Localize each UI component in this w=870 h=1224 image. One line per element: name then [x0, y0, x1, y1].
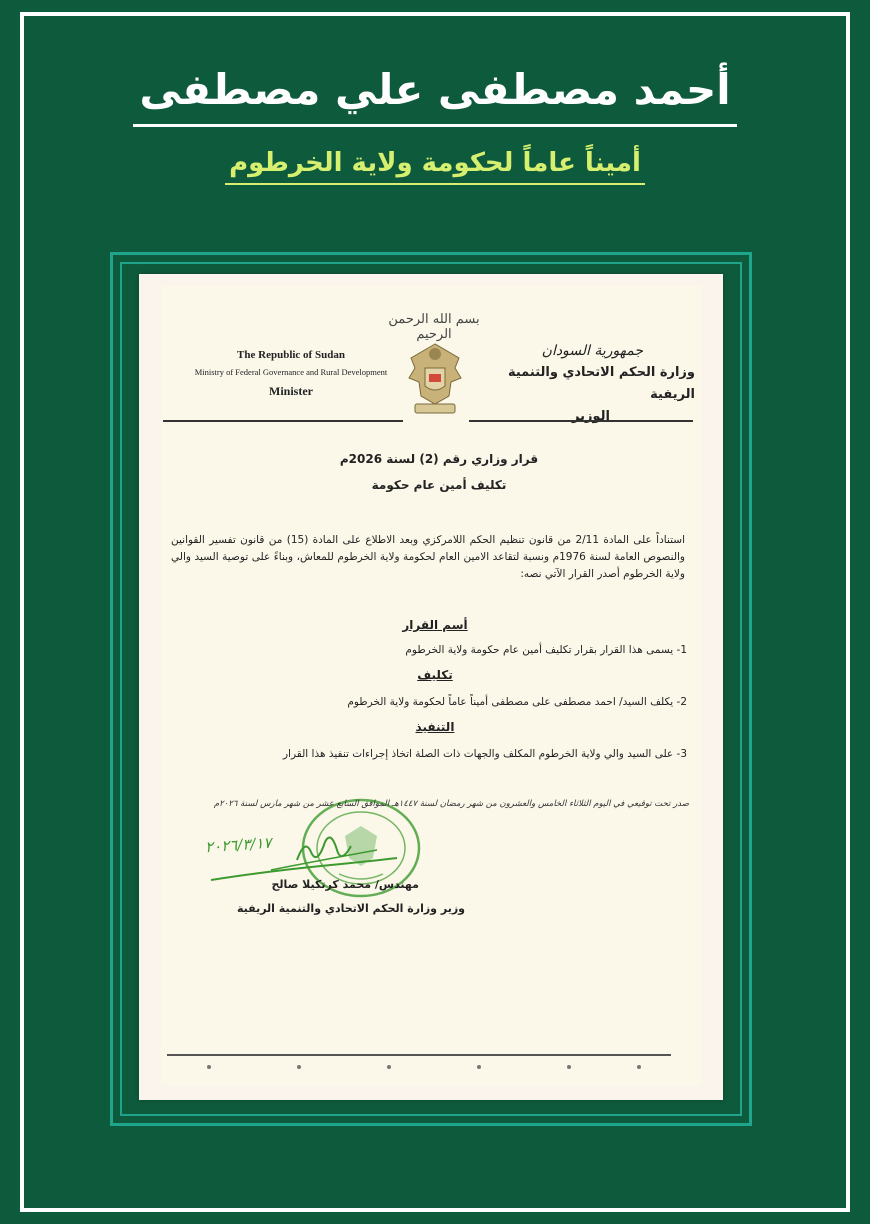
ar-country: جمهورية السودان [541, 343, 643, 359]
clause-1: 1- يسمى هذا القرار بقرار تكليف أمين عام حكومة ولاية الخرطوم [405, 644, 687, 656]
arabic-letterhead [473, 340, 695, 428]
signer-name: مهندس/ محمد كرتكيلا صالح [271, 878, 419, 891]
ar-office: الوزير [572, 409, 610, 424]
en-office: Minister [269, 384, 313, 398]
letterhead-rule-right [469, 420, 693, 422]
footer-marks [169, 1062, 669, 1072]
clause-3: 3- على السيد والي ولاية الخرطوم المكلف والجهات ذات الصلة اتخاذ إجراءات تنفيذ هذا القرار [282, 748, 687, 760]
section-heading-name: أسم القرار [402, 618, 468, 632]
en-country: The Republic of Sudan [237, 349, 345, 361]
headline [0, 64, 870, 127]
ar-ministry: وزارة الحكم الاتحادي والتنمية الريفية [507, 365, 695, 402]
sudan-emblem-icon [401, 338, 469, 418]
decree-document [139, 274, 723, 1100]
appointee-name: أحمد مصطفى علي مصطفى [133, 64, 736, 127]
decision-title: قرار وزاري رقم (2) لسنة 2026م [339, 452, 539, 466]
footer-rule [167, 1054, 671, 1056]
section-heading-execution: التنفيذ [415, 720, 455, 734]
letterhead-rule-left [163, 420, 403, 422]
section-heading-assignment: تكليف [417, 668, 453, 682]
handwritten-date: ٢٠٢٦/٣/١٧ [204, 833, 273, 857]
decision-subject: تكليف أمين عام حكومة [371, 478, 507, 492]
preamble: استناداً على المادة 2/11 من قانون تنظيم الحكم اللامركزي وبعد الاطلاع على المادة (15) من قانون تفسير القوانين والنصوص العامة لسنة 1976م ونسبة لتقاعد الامين العام لحكومة ولاية الخرطوم للمعاش، وبناءً على توصية السيد والي ولاية الخرطوم أصدر القرار الآتي نصه: [171, 534, 686, 580]
signer-title: وزير وزارة الحكم الاتحادي والتنمية الريفية [237, 902, 465, 915]
en-ministry: Ministry of Federal Governance and Rural Development [194, 367, 388, 377]
bismillah: بسم الله الرحمن الرحيم [388, 312, 480, 342]
english-letterhead [175, 346, 407, 402]
issued-line: صدر تحت توقيعي في اليوم الثلاثاء الخامس والعشرون من شهر رمضان لسنة ١٤٤٧هـ الموافق السابع عشر من شهر مارس لسنة ٢٠٢٦م [213, 799, 689, 809]
subheadline [0, 146, 870, 185]
clause-2: 2- يكلف السيد/ احمد مصطفى على مصطفى أميناً عاماً لحكومة ولاية الخرطوم [347, 696, 687, 708]
appointee-position: أميناً عاماً لحكومة ولاية الخرطوم [225, 146, 645, 185]
